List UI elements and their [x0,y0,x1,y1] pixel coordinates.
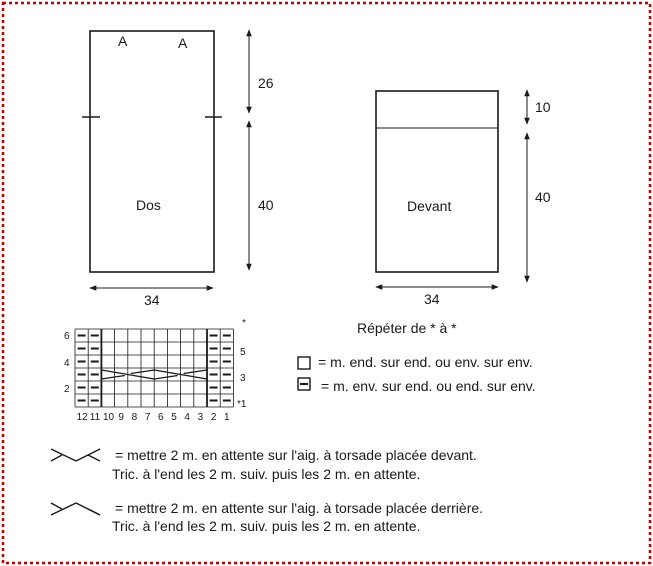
chart-cable-cross [131,370,154,374]
chart-column-label: 12 [76,412,88,423]
chart-row-label-6: 6 [64,331,70,342]
chart-row-label-4: 4 [64,358,70,369]
cable-back-text-line1: = mettre 2 m. en attente sur l'aig. à torsade placée derrière. [115,500,484,516]
cable-front-text-line2: Tric. à l'end les 2 m. suiv. puis les 2 m. en attente. [112,466,421,482]
back-mark-a-left: A [118,33,128,49]
chart-repeat-start-star: * [242,318,246,329]
front-width-dimension: 34 [424,291,440,307]
back-piece [82,30,249,288]
chart-cable-cross [154,376,177,380]
chart-column-label: 6 [158,412,164,423]
chart-column-label: 1 [224,412,230,423]
chart-column-label: 2 [210,412,217,423]
chart-row-label-2: 2 [64,384,70,395]
cable-back-text-line2: Tric. à l'end les 2 m. suiv. puis les 2 m. en attente. [112,518,421,534]
stitch-chart [75,329,233,407]
chart-column-label: 3 [197,412,204,423]
repeat-note: Répéter de * à * [357,320,457,336]
back-lower-dimension: 40 [258,197,274,213]
front-rectangle [376,91,498,272]
front-upper-dimension: 10 [535,99,551,115]
back-upper-dimension: 26 [258,75,274,91]
chart-column-label: 4 [184,412,190,423]
legend-symbols [298,357,310,390]
chart-row-label-5: 5 [240,347,246,358]
back-mark-a-right: A [178,35,188,51]
chart-column-label: 5 [171,412,177,423]
front-piece [376,90,527,287]
chart-column-label: 7 [144,412,151,423]
empty-square-symbol [298,357,310,369]
front-lower-dimension: 40 [535,189,551,205]
chart-column-label: 8 [131,412,138,423]
chart-cable-cross [184,370,207,374]
chart-cable-cross [101,376,124,380]
back-rectangle [90,31,214,272]
chart-row-label-3: 3 [240,373,246,384]
cable-back-symbol [51,503,100,515]
chart-column-label: 10 [103,412,115,423]
legend-dash-square-text: = m. env. sur end. ou end. sur env. [321,378,536,394]
chart-column-label: 11 [89,412,101,423]
back-label: Dos [136,197,161,213]
chart-row-label-1: *1 [237,399,247,410]
front-label: Devant [407,198,452,214]
back-width-dimension: 34 [144,292,160,308]
legend-empty-square-text: = m. end. sur end. ou env. sur env. [318,354,533,370]
cable-front-symbol [51,449,100,461]
cable-front-text-line1: = mettre 2 m. en attente sur l'aig. à torsade placée devant. [115,447,477,463]
chart-column-label: 9 [118,412,124,423]
